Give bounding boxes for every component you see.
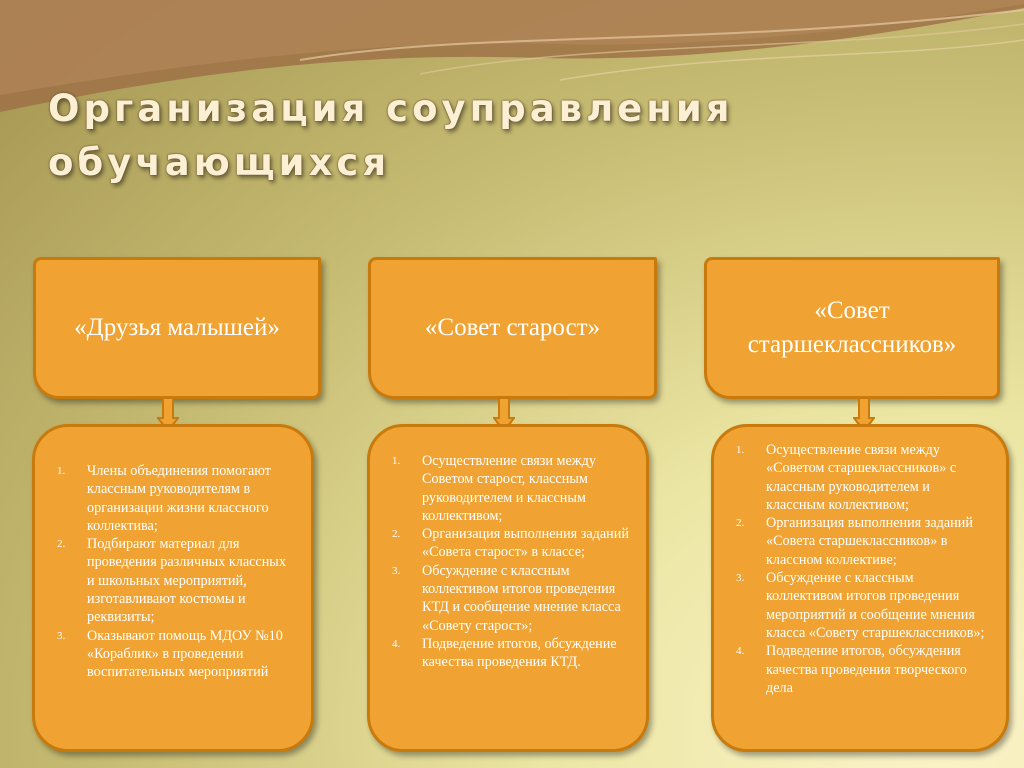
title-line-1: Организация соуправления	[48, 87, 734, 130]
list-box-sovet-starsheklassnikov	[711, 424, 1009, 752]
page-title	[48, 82, 808, 190]
heading-label: «Совет старшеклассников»	[747, 297, 957, 358]
list-item: 1. Члены объединения помогают классным руководителям в организации жизни классного коллектива;	[57, 463, 271, 534]
duties-list	[370, 452, 630, 672]
duties-list	[714, 441, 992, 697]
duties-list	[35, 462, 297, 682]
heading-box-sovet-starost	[368, 257, 657, 399]
title-line-2: обучающихся	[48, 141, 391, 184]
list-item: 1. Осуществление связи между Советом старост, классным руководителем и классным коллективом;	[392, 453, 596, 524]
list-item: 3. Оказывают помощь МДОУ №10 «Кораблик» в проведении воспитательных мероприятий	[57, 627, 283, 681]
list-item: 1. Осуществление связи между «Советом старшеклассников» с классным руководителем и классным коллективом;	[736, 442, 957, 513]
heading-label: «Совет старост»	[424, 314, 601, 341]
list-box-druzya-malyshey	[32, 424, 314, 752]
list-item: 3. Обсуждение с классным коллективом итогов проведения мероприятий и сообщение мнения класса «Совету старшеклассников»;	[736, 570, 985, 641]
list-item: 4. Подведение итогов, обсуждение качества проведения КТД.	[392, 635, 617, 671]
list-item: 3. Обсуждение с классным коллективом итогов проведения КТД и сообщение мнение класса «Совету старост»;	[392, 562, 621, 634]
list-item: 4. Подведение итогов, обсуждения качества проведения творческого дела	[736, 643, 967, 696]
heading-label: «Друзья малышей»	[74, 314, 280, 341]
list-box-sovet-starost	[367, 424, 649, 752]
heading-box-druzya-malyshey	[33, 257, 321, 399]
list-item: 2. Организация выполнения заданий «Совета старост» в классе;	[392, 526, 629, 561]
list-item: 2. Подбирают материал для проведения различных классных и школьных мероприятий, изготавливают костюмы и реквизиты;	[57, 536, 286, 626]
list-item: 2. Организация выполнения заданий «Совета старшеклассников» в классном коллективе;	[736, 515, 973, 568]
heading-box-sovet-starsheklassnikov	[704, 257, 1000, 399]
